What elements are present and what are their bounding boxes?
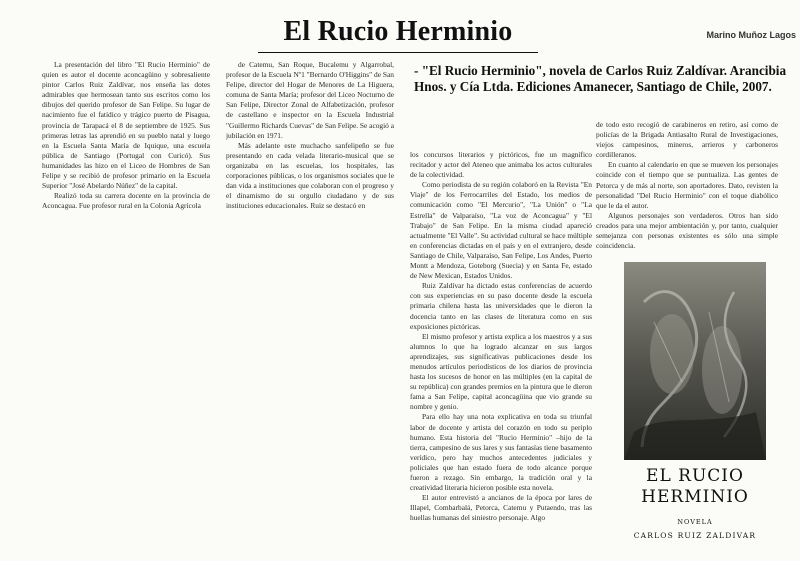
paragraph: El autor entrevistó a ancianos de la época por lares de Illapel, Combarbalá, Petorca, Catemu y Putaendo, tras las huellas humanas del siniestro personaje. Algo (410, 493, 592, 523)
text-column-4 (596, 120, 778, 260)
paragraph: Más adelante este muchacho sanfelipeño se fue presentando en cada velada literario-musical que se organizaba en las escuelas, los hospitales, las corporaciones públicas, o los organismos sociales que le dan vida a instituciones que colaboran con el progreso y el dinamismo de su orgullo ciudadano y de sus instituciones educacionales. Ruiz se destacó en (226, 140, 394, 211)
paragraph: de Catemu, San Roque, Bucalemu y Algarrobal, profesor de la Escuela Nº1 "Bernardo O'Higgins" de San Felipe, director del Hogar de Menores de La Higuera, comuna de Santa María; profesor del Liceo Nocturno de San Felipe, Director Zonal de Alfabetización, profesor de castellano e inspector en la Escuela Industrial "Guillermo Richards Cuevas" de San Felipe. Se acogió a jubilación en 1971. (226, 60, 394, 140)
paragraph: En cuanto al calendario en que se mueven los personajes coincide con el tiempo que se puntualiza. Las gentes de Petorca y de más al norte, son aportadores. Dato, revisten la personalidad "Del Rucio Herminio" con el toque diabólico que le da el autor. (596, 160, 778, 210)
article-author: Marino Muñoz Lagos (706, 30, 796, 40)
paragraph: El mismo profesor y artista explica a los maestros y a sus alumnos lo que ha logrado alcanzar en sus largos aprendizajes, sus significativas publicaciones desde los menudos artículos periodísticos de los diarios de provincia hasta los sucesos de honor en las múltiples (en la capital de su república) con grandes premios en la pintura que le dieron fama a San Felipe, capital aconcagüina que vio grande su nombre y genio. (410, 331, 592, 412)
paragraph: La presentación del libro "El Rucio Herminio" de quien es autor el docente aconcagüino y sobresaliente pintor Carlos Ruiz Zaldívar, nos enseña las dotes admirables que hermosean tanto sus escritos como los dibujos del querido profesor de San Felipe. Su lugar de nacimiento fue el fatídico y trágico puerto de Pisagua, provincia de Tarapacá el 8 de septiembre de 1925. Sus primeras letras las aprendió en su pueblo natal y luego en la Escuela Santa María de Iquique, una escuela pública de Santiago (Portugal con Curicó). Sus humanidades las hizo en el Liceo de Hombres de San Felipe y se recibió de profesor primario en la Escuela Superior "José Abelardo Núñez" de la capital. (42, 60, 210, 191)
cover-artwork (624, 262, 766, 460)
text-column-3 (410, 150, 592, 558)
book-cover-title-line: EL RUCIO (646, 466, 744, 486)
paragraph: los concursos literarios y pictóricos, fue un magnífico recitador y actor del Ateneo que animaba los actos culturales de la colectividad. (410, 150, 592, 180)
book-cover-author: CARLOS RUIZ ZALDIVAR (633, 531, 757, 540)
paragraph: Algunos personajes son verdaderos. Otros han sido creados para una mejor ambientación y, por tanto, cualquier semejanza con personas existentes es sólo una simple coincidencia. (596, 210, 778, 251)
paragraph: Como periodista de su región colaboró en la Revista "En Viaje" de los Ferrocarriles del Estado, los medios de comunicación como "El Mercurio", "La Unión" o "La Estrella" de Valparaíso, "La voz de Aconcagua" y "El Trabajo" de San Felipe. En la misma ciudad apareció actualmente "El Valle". Su actividad cultural se hace múltiple en conferencias dictadas en el país y en el extranjero, desde Santiago de Chile, Valparaíso, San Felipe, Los Andes, Puerto Montt a Mendoza, Goteborg (Suecia) y en Santa Fe, estado de New Mexican, Estados Unidos. (410, 180, 592, 281)
paragraph: Para ello hay una nota explicativa en toda su triunfal labor de docente y artista del corazón en todo su periplo humano. Esta historia del "Rucio Herminio" –hijo de la tierra, campesino de sus lares y sus fantasías tiene basamento verídico, pero hay muchos antecedentes judiciales y policiales que han estado fuera de todo alcance porque fueron a rezago. Sin embargo, la tradición oral y la creatividad literaria hicieron posible esta novela. (410, 412, 592, 493)
text-column-2 (226, 60, 394, 320)
book-cover-title (612, 466, 778, 512)
article-subheading: - "El Rucio Herminio", novela de Carlos Ruiz Zaldívar. Arancibia Hnos. y Cía Ltda. Ediciones Amanecer, Santiago de Chile, 2007. (414, 63, 787, 94)
paragraph: Ruiz Zaldívar ha dictado estas conferencias de acuerdo con sus experiencias en su paso docente desde la escuela primaria chilena hasta las universidades que le dieron la docencia tanto en las clases de literatura como en sus exposiciones pictóricas. (410, 281, 592, 331)
paragraph: Realizó toda su carrera docente en la provincia de Aconcagua. Fue profesor rural en la Colonia Agrícola (42, 191, 210, 211)
article-title: El Rucio Herminio (258, 14, 538, 53)
paragraph: de todo esto recogió de carabineros en retiro, así como de policías de la Brigada Antiasalto Rural de Investigaciones, viejos campesinos, mineros, arrieros y carboneros cordilleranos. (596, 120, 778, 160)
book-cover-kicker: NOVELA (677, 518, 713, 526)
book-cover-title-line: HERMINIO (641, 487, 749, 507)
book-cover-image (624, 262, 766, 460)
text-column-1 (42, 60, 210, 310)
